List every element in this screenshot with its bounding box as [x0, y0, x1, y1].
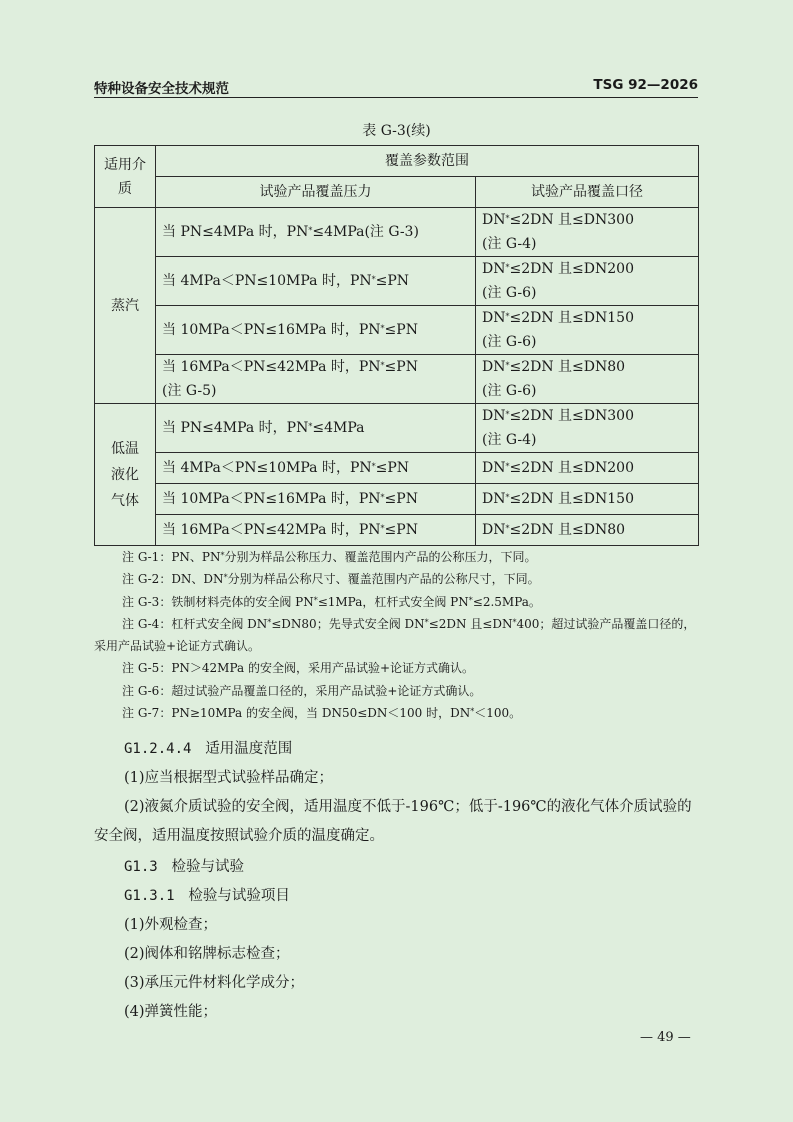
note-g5: 注 G-5：PN＞42MPa 的安全阀，采用产品试验+论证方式确认。	[122, 661, 475, 676]
diameter-cell: DN*≤2DN 且≤DN300 (注 G-4)	[476, 208, 699, 257]
diameter-cell: DN*≤2DN 且≤DN80 (注 G-6)	[476, 355, 699, 404]
header-pressure: 试验产品覆盖压力	[156, 177, 476, 208]
pressure-cell: 当 16MPa＜PN≤42MPa 时，PN*≤PN	[156, 515, 476, 546]
note-g2: 注 G-2：DN、DN*分别为样品公称尺寸、覆盖范围内产品的公称尺寸，下同。	[122, 572, 540, 587]
page-number: — 49 —	[640, 1030, 691, 1045]
table-notes	[94, 546, 700, 724]
section-heading: G1.2.4.4 适用温度范围	[124, 741, 293, 757]
list-item: (3)承压元件材料化学成分；	[124, 975, 305, 991]
table-row	[95, 404, 699, 453]
note-g7: 注 G-7：PN≥10MPa 的安全阀，当 DN50≤DN＜100 时，DN*＜100。	[122, 706, 522, 721]
diameter-cell: DN*≤2DN 且≤DN200	[476, 453, 699, 484]
section-heading: G1.3.1 检验与试验项目	[124, 888, 290, 904]
table-caption: 表 G-3(续)	[362, 123, 431, 139]
paragraph: (1)应当根据型式试验样品确定；	[124, 770, 334, 786]
diameter-cell: DN*≤2DN 且≤DN150 (注 G-6)	[476, 306, 699, 355]
table-row	[95, 257, 699, 306]
table-row	[95, 453, 699, 484]
medium-steam: 蒸汽	[95, 208, 156, 404]
paragraph: (2)液氮介质试验的安全阀，适用温度不低于-196℃；低于-196℃的液化气体介质试验的安全阀，适用温度按照试验介质的温度确定。	[94, 799, 692, 844]
note-g1: 注 G-1：PN、PN*分别为样品公称压力、覆盖范围内产品的公称压力，下同。	[122, 550, 537, 564]
header-standard-name: 特种设备安全技术规范	[94, 81, 229, 97]
pressure-cell: 当 10MPa＜PN≤16MPa 时，PN*≤PN	[156, 306, 476, 355]
header-rule	[94, 97, 698, 98]
table-row	[95, 208, 699, 257]
note-g4: 注 G-4：杠杆式安全阀 DN*≤DN80；先导式安全阀 DN*≤2DN 且≤DN*400；超过试验产品覆盖口径的，采用产品试验+论证方式确认。	[94, 616, 696, 654]
diameter-cell: DN*≤2DN 且≤DN80	[476, 515, 699, 546]
diameter-cell: DN*≤2DN 且≤DN300 (注 G-4)	[476, 404, 699, 453]
header-standard-code: TSG 92—2026	[593, 77, 698, 93]
table-row	[95, 484, 699, 515]
table-row	[95, 355, 699, 404]
table-row	[95, 306, 699, 355]
body-text	[94, 735, 700, 1027]
medium-cryogenic-gas: 低温液化气体	[95, 404, 156, 546]
pressure-cell: 当 4MPa＜PN≤10MPa 时，PN*≤PN	[156, 257, 476, 306]
note-g6: 注 G-6：超过试验产品覆盖口径的，采用产品试验+论证方式确认。	[122, 683, 482, 698]
list-item: (2)阀体和铭牌标志检查；	[124, 946, 290, 962]
table-row	[95, 515, 699, 546]
header-medium: 适用介质	[95, 146, 156, 208]
list-item: (1)外观检查；	[124, 917, 218, 933]
running-header	[94, 77, 698, 95]
diameter-cell: DN*≤2DN 且≤DN150	[476, 484, 699, 515]
pressure-cell: 当 10MPa＜PN≤16MPa 时，PN*≤PN	[156, 484, 476, 515]
header-range: 覆盖参数范围	[156, 146, 699, 177]
section-heading: G1.3 检验与试验	[124, 859, 245, 875]
coverage-table	[94, 145, 699, 546]
pressure-cell: 当 4MPa＜PN≤10MPa 时，PN*≤PN	[156, 453, 476, 484]
diameter-cell: DN*≤2DN 且≤DN200 (注 G-6)	[476, 257, 699, 306]
pressure-cell: 当 PN≤4MPa 时，PN*≤4MPa	[156, 404, 476, 453]
header-diameter: 试验产品覆盖口径	[476, 177, 699, 208]
list-item: (4)弹簧性能；	[124, 1004, 218, 1020]
note-g3: 注 G-3：铁制材料壳体的安全阀 PN*≤1MPa，杠杆式安全阀 PN*≤2.5MPa。	[122, 594, 541, 609]
pressure-cell: 当 PN≤4MPa 时，PN*≤4MPa(注 G-3)	[156, 208, 476, 257]
pressure-cell: 当 16MPa＜PN≤42MPa 时，PN*≤PN (注 G-5)	[156, 355, 476, 404]
